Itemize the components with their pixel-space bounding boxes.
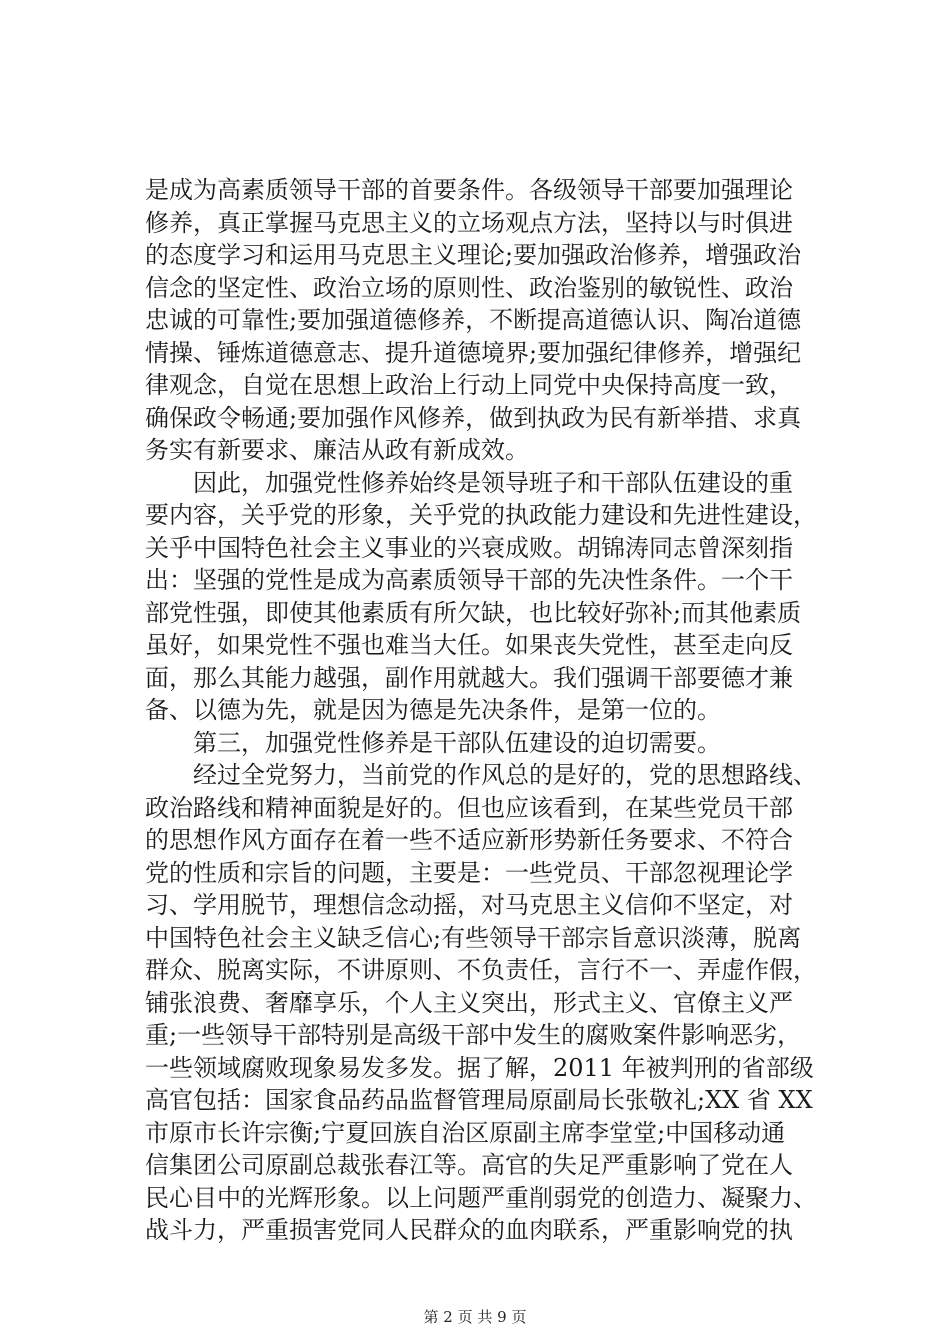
text-line: 部党性强，即使其他素质有所欠缺，也比较好弥补;而其他素质 xyxy=(145,598,802,627)
text-line: 备、以德为先，就是因为德是先决条件，是第一位的。 xyxy=(145,696,721,724)
text-line: 战斗力，严重损害党同人民群众的血肉联系，严重影响党的执 xyxy=(145,1216,793,1244)
text-line: 因此，加强党性修养始终是领导班子和干部队伍建设的重 xyxy=(145,468,793,497)
text-line: 的思想作风方面存在着一些不适应新形势新任务要求、不符合 xyxy=(145,826,793,854)
text-line: 第三，加强党性修养是干部队伍建设的迫切需要。 xyxy=(145,728,721,757)
text-line: 关乎中国特色社会主义事业的兴衰成败。胡锦涛同志曾深刻指 xyxy=(145,533,793,562)
text-line: 政治路线和精神面貌是好的。但也应该看到，在某些党员干部 xyxy=(145,793,793,822)
text-line: 一些领域腐败现象易发多发。据了解，2011 年被判刑的省部级 xyxy=(145,1053,814,1082)
text-line: 要内容，关乎党的形象，关乎党的执政能力建设和先进性建设， xyxy=(145,501,817,529)
text-line: 铺张浪费、奢靡享乐，个人主义突出，形式主义、官僚主义严 xyxy=(145,988,793,1017)
text-line: 习、学用脱节，理想信念动摇，对马克思主义信仰不坚定，对 xyxy=(145,891,793,919)
text-line: 党的性质和宗旨的问题，主要是：一些党员、干部忽视理论学 xyxy=(145,858,793,887)
page-footer: 第 2 页 共 9 页 xyxy=(423,1308,527,1326)
text-line: 务实有新要求、廉洁从政有新成效。 xyxy=(145,436,529,464)
text-line: 群众、脱离实际，不讲原则、不负责任，言行不一、弄虚作假， xyxy=(145,956,817,984)
text-line: 重;一些领导干部特别是高级干部中发生的腐败案件影响恶劣， xyxy=(145,1021,802,1049)
text-line: 高官包括：国家食品药品监督管理局原副局长张敬礼;XX 省 XX xyxy=(145,1086,813,1114)
text-line: 面，那么其能力越强，副作用就越大。我们强调干部要德才兼 xyxy=(145,663,793,692)
text-line: 信念的坚定性、政治立场的原则性、政治鉴别的敏锐性、政治 xyxy=(145,273,793,302)
text-line: 是成为高素质领导干部的首要条件。各级领导干部要加强理论 xyxy=(145,176,793,204)
body-text xyxy=(145,174,835,1247)
text-line: 的态度学习和运用马克思主义理论;要加强政治修养，增强政治 xyxy=(145,241,802,269)
text-line: 虽好，如果党性不强也难当大任。如果丧失党性，甚至走向反 xyxy=(145,631,793,659)
text-line: 民心目中的光辉形象。以上问题严重削弱党的创造力、凝聚力、 xyxy=(145,1183,817,1212)
text-line: 出：坚强的党性是成为高素质领导干部的先决性条件。一个干 xyxy=(145,566,793,594)
text-line: 修养，真正掌握马克思主义的立场观点方法，坚持以与时俱进 xyxy=(145,208,793,237)
text-line: 信集团公司原副总裁张春江等。高官的失足严重影响了党在人 xyxy=(145,1151,793,1179)
text-line: 情操、锤炼道德意志、提升道德境界;要加强纪律修养，增强纪 xyxy=(145,338,802,367)
text-line: 经过全党努力，当前党的作风总的是好的，党的思想路线、 xyxy=(145,761,817,789)
text-line: 确保政令畅通;要加强作风修养，做到执政为民有新举措、求真 xyxy=(145,403,802,432)
text-line: 中国特色社会主义缺乏信心;有些领导干部宗旨意识淡薄，脱离 xyxy=(145,923,802,952)
text-line: 市原市长许宗衡;宁夏回族自治区原副主席李堂堂;中国移动通 xyxy=(145,1118,786,1147)
text-line: 忠诚的可靠性;要加强道德修养，不断提高道德认识、陶冶道德 xyxy=(145,306,802,334)
text-line: 律观念，自觉在思想上政治上行动上同党中央保持高度一致， xyxy=(145,371,793,399)
